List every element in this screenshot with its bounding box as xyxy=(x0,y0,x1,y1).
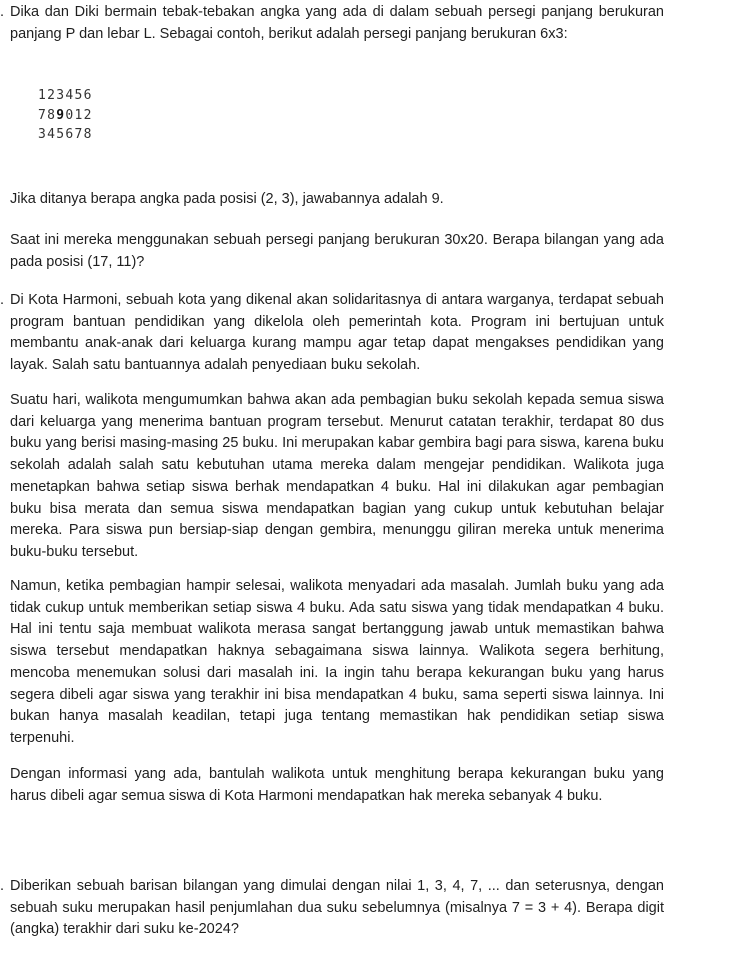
problem-2-paragraph-1 xyxy=(0,290,664,377)
problem-2-paragraph-2 xyxy=(10,390,664,564)
problem-1-question xyxy=(10,230,664,273)
problem-2-paragraph-4 xyxy=(10,764,664,807)
problem-2-paragraph-3 xyxy=(10,576,664,750)
grid-row-2-end: 012 xyxy=(65,107,93,123)
problem-1-example-answer xyxy=(10,189,664,211)
grid-row-2 xyxy=(38,106,93,126)
grid-row-2-start: 78 xyxy=(38,107,57,123)
grid-row-1: 123456 xyxy=(38,88,93,103)
problem-2-paragraph-1-text: Di Kota Harmoni, sebuah kota yang dikenal akan solidaritasnya di antara warganya, terdapat sebuah program bantuan pendidikan yang dikelola oleh pemerintah kota. Program ini bertujuan untuk membantu anak-anak dari keluarga kurang mampu agar tetap dapat mengakses pendidikan yang layak. Salah satu bantuannya adalah penyediaan buku sekolah. xyxy=(10,292,664,374)
example-number-grid xyxy=(38,86,93,145)
example-answer-text: Jika ditanya berapa angka pada posisi (2, 3), jawabannya adalah 9. xyxy=(10,191,444,207)
problem-2-marker: . xyxy=(0,292,5,308)
problem-3-text: Diberikan sebuah barisan bilangan yang dimulai dengan nilai 1, 3, 4, 7, ... dan seterusnya, dengan sebuah suku merupakan hasil penjumlahan dua suku sebelumnya (misalnya 7 = 3 + 4). Berapa digit (angka) terakhir dari suku ke-2024? xyxy=(10,878,664,938)
problem-2-paragraph-4-text: Dengan informasi yang ada, bantulah walikota untuk menghitung berapa kekurangan buku yang harus dibeli agar semua siswa di Kota Harmoni mendapatkan hak mereka sebanyak 4 buku. xyxy=(10,766,664,804)
problem-1-question-text: Saat ini mereka menggunakan sebuah persegi panjang berukuran 30x20. Berapa bilangan yang ada pada posisi (17, 11)? xyxy=(10,232,664,270)
problem-3 xyxy=(0,876,664,941)
problem-1-marker: . xyxy=(0,4,5,20)
grid-row-3: 345678 xyxy=(38,127,93,142)
grid-highlighted-digit: 9 xyxy=(56,107,66,123)
problem-2-paragraph-3-text: Namun, ketika pembagian hampir selesai, walikota menyadari ada masalah. Jumlah buku yang ada tidak cukup untuk memberikan setiap siswa 4 buku. Ada satu siswa yang tidak mendapatkan 4 buku. Hal ini tentu saja membuat walikota merasa sangat bertanggung jawab untuk memastikan bahwa siswa tersebut mendapatkan haknya sebagaimana siswa lainnya. Walikota segera berhitung, mencoba menemukan solusi dari masalah ini. Ia ingin tahu berapa kekurangan buku yang harus segera dibeli agar siswa yang terakhir ini bisa mendapatkan 4 buku, sama seperti siswa lainnya. Ini bukan hanya masalah keadilan, tetapi juga tentang memastikan hak pendidikan setiap siswa terpenuhi. xyxy=(10,578,664,746)
problem-3-marker: . xyxy=(0,878,5,894)
problem-1-intro xyxy=(0,2,664,45)
problem-2-paragraph-2-text: Suatu hari, walikota mengumumkan bahwa akan ada pembagian buku sekolah kepada semua siswa dari keluarga yang menerima bantuan program tersebut. Menurut catatan terakhir, terdapat 80 dus buku yang berisi masing-masing 25 buku. Ini merupakan kabar gembira bagi para siswa, karena buku sekolah adalah salah satu kebutuhan utama mereka dalam mengejar pendidikan. Walikota juga menetapkan bahwa setiap siswa berhak mendapatkan 4 buku. Hal ini dilakukan agar pembagian buku bisa merata dan semua siswa mendapatkan bagian yang cukup untuk kebutuhan belajar mereka. Para siswa pun bersiap-siap dengan gembira, menunggu giliran mereka untuk menerima buku-buku tersebut. xyxy=(10,392,664,560)
problem-1-intro-text: Dika dan Diki bermain tebak-tebakan angka yang ada di dalam sebuah persegi panjang berukuran panjang P dan lebar L. Sebagai contoh, berikut adalah persegi panjang berukuran 6x3: xyxy=(10,4,664,42)
